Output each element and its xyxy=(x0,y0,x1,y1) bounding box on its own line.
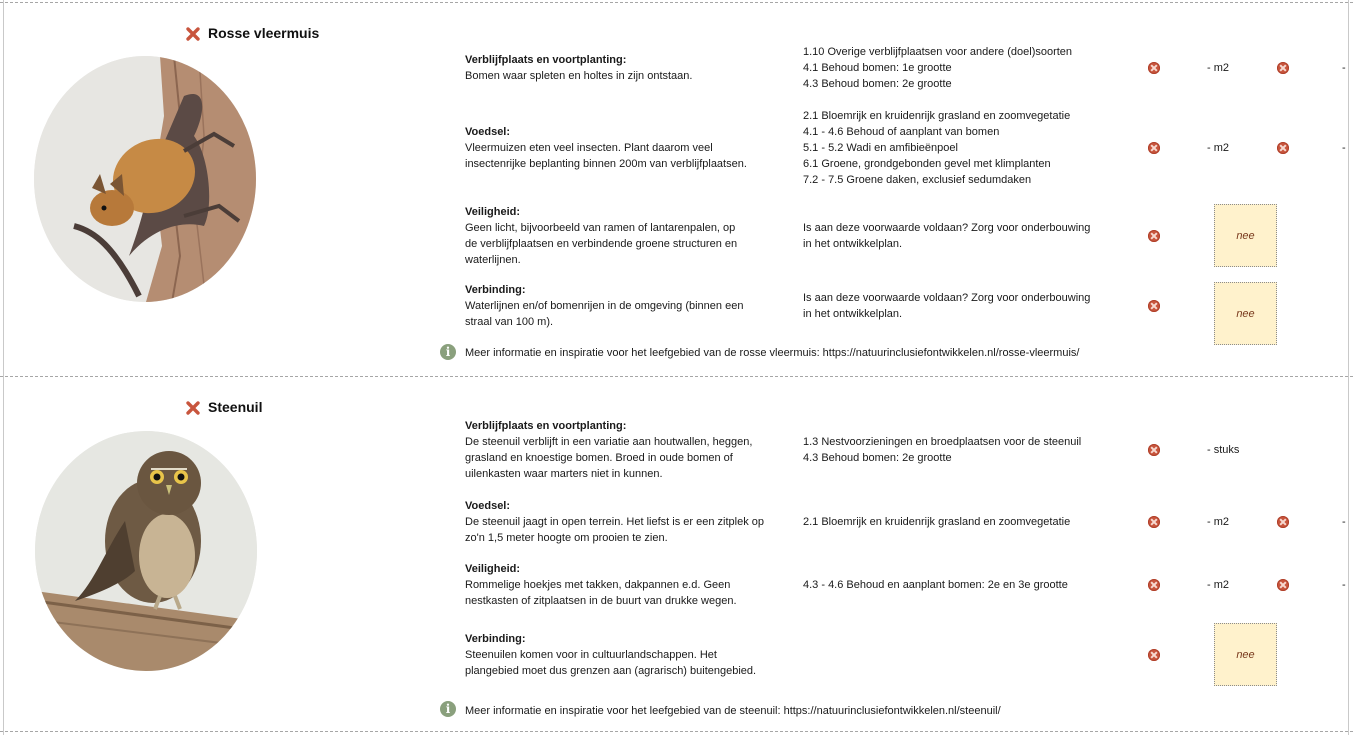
measure-line: 2.1 Bloemrijk en kruidenrijk grasland en zoomvegetatie xyxy=(803,110,1071,122)
row-description: Steenuilen komen voor in cultuurlandschappen. Het xyxy=(465,649,717,661)
measure-line: 6.1 Groene, grondgebonden gevel met klimplanten xyxy=(803,158,1051,170)
row-description: grasland en knoestige bomen. Broed in oude bomen of xyxy=(465,452,733,464)
measure-line: 1.3 Nestvoorzieningen en broedplaatsen voor de steenuil xyxy=(803,436,1082,448)
row-description: uilenkasten waar marters niet in kunnen. xyxy=(465,468,663,480)
section-divider-middle xyxy=(0,376,1353,377)
measure-line: 7.2 - 7.5 Groene daken, exclusief sedumdaken xyxy=(803,174,1032,186)
x-circle-icon[interactable] xyxy=(1277,516,1289,528)
x-circle-icon[interactable] xyxy=(1277,579,1289,591)
row-description: Geen licht, bijvoorbeeld van ramen of lantarenpalen, op xyxy=(465,222,736,234)
nee-input[interactable]: nee xyxy=(1214,623,1277,686)
owl-illustration xyxy=(35,431,257,671)
truncated-cell: - xyxy=(1342,516,1346,528)
row-description: nestkasten of zitplaatsen in de buurt van drukke wegen. xyxy=(465,595,737,607)
sheet-right-border xyxy=(1348,0,1349,735)
unit-value: - m2 xyxy=(1207,62,1229,74)
measure-line: 2.1 Bloemrijk en kruidenrijk grasland en zoomvegetatie xyxy=(803,516,1071,528)
measure-line: 4.1 Behoud bomen: 1e grootte xyxy=(803,62,952,74)
row-description: insectenrijke beplanting binnen 200m van verblijfplaatsen. xyxy=(465,158,747,170)
row-description: de verblijfplaatsen en verbindende groene structuren en xyxy=(465,238,738,250)
unit-value: - stuks xyxy=(1207,444,1240,456)
row-description: waterlijnen. xyxy=(465,254,521,266)
row-description: plangebied moet dus grenzen aan (agrarisch) buitengebied. xyxy=(465,665,757,677)
measure-line: in het ontwikkelplan. xyxy=(803,238,903,250)
row-heading: Voedsel: xyxy=(465,126,511,138)
row-description: zo'n 1,5 meter hoogte om prooien te zien. xyxy=(465,532,668,544)
close-x-icon[interactable] xyxy=(185,26,201,42)
info-icon: i xyxy=(440,701,456,717)
x-circle-icon[interactable] xyxy=(1148,579,1160,591)
row-description: De steenuil verblijft in een variatie aan houtwallen, heggen, xyxy=(465,436,753,448)
row-description: straal van 100 m). xyxy=(465,316,554,328)
nee-input[interactable]: nee xyxy=(1214,282,1277,345)
x-circle-icon[interactable] xyxy=(1148,444,1160,456)
info-link-text[interactable]: Meer informatie en inspiratie voor het leefgebied van de steenuil: https://natuurinclusiefontwikkelen.nl/steenuil/ xyxy=(465,705,1001,717)
row-description: Bomen waar spleten en holtes in zijn ontstaan. xyxy=(465,70,693,82)
x-circle-icon[interactable] xyxy=(1277,142,1289,154)
bat-illustration xyxy=(34,56,256,302)
species-title-rosse-vleermuis: Rosse vleermuis xyxy=(208,25,320,41)
close-x-icon[interactable] xyxy=(185,400,201,416)
row-description: Rommelige hoekjes met takken, dakpannen e.d. Geen xyxy=(465,579,731,591)
row-description: Waterlijnen en/of bomenrijen in de omgeving (binnen een xyxy=(465,300,744,312)
truncated-cell: - xyxy=(1342,62,1346,74)
measure-line: 4.3 - 4.6 Behoud en aanplant bomen: 2e en 3e grootte xyxy=(803,579,1068,591)
bat-photo xyxy=(34,56,256,302)
measure-line: 4.3 Behoud bomen: 2e grootte xyxy=(803,452,952,464)
x-circle-icon[interactable] xyxy=(1148,142,1160,154)
x-circle-icon[interactable] xyxy=(1148,300,1160,312)
sheet-left-border xyxy=(3,0,4,735)
row-description: De steenuil jaagt in open terrein. Het liefst is er een zitplek op xyxy=(465,516,764,528)
measure-line: 4.3 Behoud bomen: 2e grootte xyxy=(803,78,952,90)
measure-line: in het ontwikkelplan. xyxy=(803,308,903,320)
measure-line: 4.1 - 4.6 Behoud of aanplant van bomen xyxy=(803,126,1000,138)
x-circle-icon[interactable] xyxy=(1148,230,1160,242)
measure-line: 5.1 - 5.2 Wadi en amfibieënpoel xyxy=(803,142,958,154)
x-circle-icon[interactable] xyxy=(1148,62,1160,74)
row-heading: Verbinding: xyxy=(465,633,526,645)
row-heading: Verblijfplaats en voortplanting: xyxy=(465,54,627,66)
x-circle-icon[interactable] xyxy=(1148,649,1160,661)
info-icon: i xyxy=(440,344,456,360)
unit-value: - m2 xyxy=(1207,142,1229,154)
truncated-cell: - xyxy=(1342,579,1346,591)
unit-value: - m2 xyxy=(1207,579,1229,591)
unit-value: - m2 xyxy=(1207,516,1229,528)
measure-line: Is aan deze voorwaarde voldaan? Zorg voor onderbouwing xyxy=(803,292,1091,304)
row-description: Vleermuizen eten veel insecten. Plant daarom veel xyxy=(465,142,713,154)
row-heading: Verbinding: xyxy=(465,284,526,296)
nee-input[interactable]: nee xyxy=(1214,204,1277,267)
row-heading: Verblijfplaats en voortplanting: xyxy=(465,420,627,432)
x-circle-icon[interactable] xyxy=(1148,516,1160,528)
row-heading: Veiligheid: xyxy=(465,206,521,218)
measure-line: Is aan deze voorwaarde voldaan? Zorg voor onderbouwing xyxy=(803,222,1091,234)
species-title-steenuil: Steenuil xyxy=(208,399,263,415)
row-heading: Voedsel: xyxy=(465,500,511,512)
section-divider-top xyxy=(0,2,1353,3)
row-heading: Veiligheid: xyxy=(465,563,521,575)
info-link-text[interactable]: Meer informatie en inspiratie voor het leefgebied van de rosse vleermuis: https://natuurinclusiefontwikkelen.nl/rosse-vleermuis/ xyxy=(465,347,1080,359)
x-circle-icon[interactable] xyxy=(1277,62,1289,74)
measure-line: 1.10 Overige verblijfplaatsen voor andere (doel)soorten xyxy=(803,46,1073,58)
owl-photo xyxy=(35,431,257,671)
truncated-cell: - xyxy=(1342,142,1346,154)
section-divider-bottom xyxy=(0,731,1353,732)
